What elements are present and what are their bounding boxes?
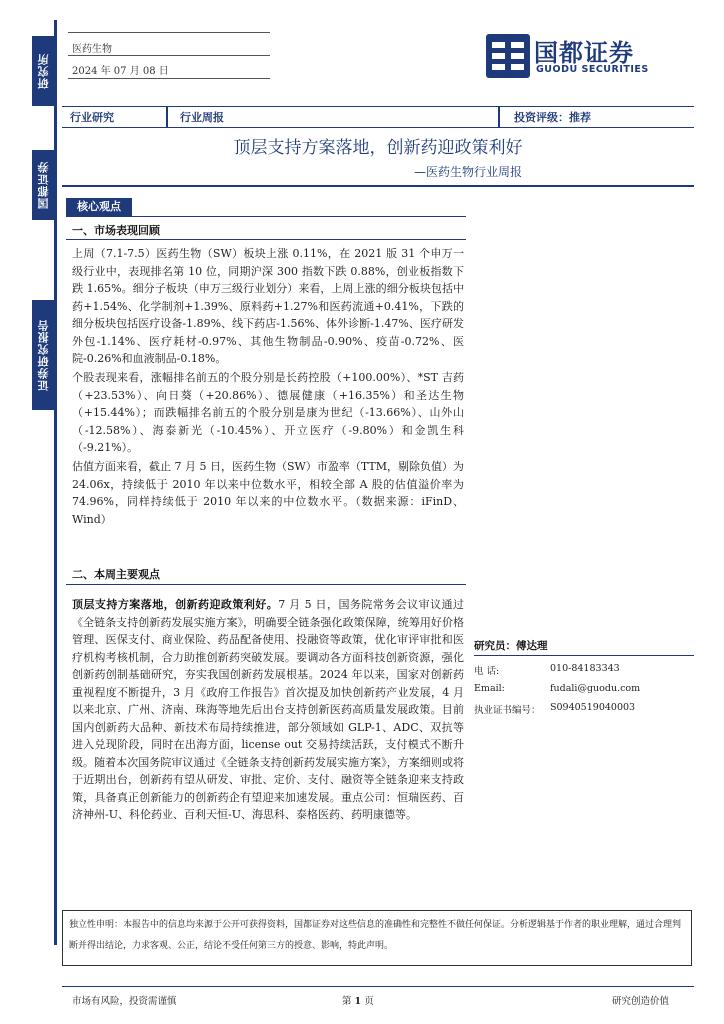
band-category: 行业研究 — [70, 111, 114, 124]
company-logo-icon — [486, 34, 530, 82]
independence-disclaimer: 独立性申明：本报告中的信息均来源于公开可获得资料，国都证券对这些信息的准确性和完整性不做任何保证。分析逻辑基于作者的职业理解，通过合理判断并得出结论，力求客观、公正，结论不受任何第三方的授意、影响，特此声明。 — [62, 910, 692, 966]
title-rule — [62, 185, 694, 187]
sidebar-institute-tag: 研究所 — [32, 36, 56, 106]
key-points-rule — [66, 216, 466, 217]
section1-paragraph-stocks: 个股表现来看，涨幅排名前五的个股分别是长药控股（+100.00%）、*ST 吉药（+23.53%）、向日葵（+20.86%）、德展健康（+16.35%）和圣达生物（+15.44%）；而跌幅排名前五的个股分别是康为世纪（-13.66%）、山外山（-12.58%）、海泰新光（-10.45%）、开立医疗（-9.80%）和金凯生科（-9.21%）。 — [72, 371, 464, 454]
analyst-license-label: 执业证书编号： — [474, 705, 541, 716]
section2-rule — [66, 584, 466, 585]
footer-page-value: 1 — [354, 996, 362, 1007]
band-report-kind: 行业周报 — [180, 111, 224, 124]
analyst-phone-row — [474, 663, 620, 677]
logo-name-en: GUODU SECURITIES — [536, 64, 649, 75]
header-date: 2024 年 07 月 08 日 — [72, 66, 169, 77]
analyst-name: 研究员：傅达理 — [474, 640, 548, 652]
footer-page-suffix: 页 — [364, 996, 374, 1007]
analyst-email[interactable]: fudali@guodu.com — [550, 683, 641, 694]
band-separator — [498, 107, 500, 127]
band-rating: 投资评级：推荐 — [514, 111, 591, 124]
report-title: 顶层支持方案落地，创新药迎政策利好 — [233, 138, 523, 158]
analyst-license-row — [474, 702, 636, 716]
section2-lead: 顶层支持方案落地，创新药迎政策利好。 — [72, 598, 279, 611]
footer-page-number — [342, 993, 374, 1007]
footer-page-prefix: 第 — [342, 996, 352, 1007]
logo-name-cn: 国都证券 — [534, 39, 634, 67]
section1-rule — [66, 239, 466, 240]
analyst-rule — [474, 655, 694, 656]
analyst-email-row — [474, 683, 641, 694]
header-rule-top — [68, 32, 270, 33]
analyst-license: S0940519040003 — [550, 702, 636, 713]
analyst-email-label: Email: — [474, 683, 505, 694]
header-rule-middle — [68, 55, 270, 56]
report-info-band — [62, 106, 694, 128]
footer-risk-note: 市场有风险，投资需谨慎 — [72, 996, 177, 1007]
analyst-phone: 010-84183343 — [550, 663, 620, 674]
header-rule-bottom — [68, 78, 270, 79]
sidebar-company-tag: 国都证券 — [32, 150, 56, 220]
report-subtitle: —医药生物行业周报 — [413, 165, 522, 179]
sidebar-report-type-tag: 证券研究报告 — [32, 300, 56, 410]
analyst-phone-label: 电 话: — [474, 666, 500, 677]
section1-paragraph-market: 上周（7.1-7.5）医药生物（SW）板块上涨 0.11%，在 2021 版 31 个申万一级行业中，表现排名第 10 位，同期沪深 300 指数下跌 0.88%，创业板指数下跌 1.65%。细分子板块（申万三级行业划分）来看，上周上涨的细分板块包括中药+1.54%、化学制剂+1.39%、原料药+1.27%和医药流通+0.41%，下跌的细分板块包括医疗设备-1.89%、线下药店-1.56%、体外诊断-1.47%、医疗研发外包-1.14%、医疗耗材-0.97%、其他生物制品-0.90%、疫苗-0.72%、医院-0.26%和血液制品-0.18%。 — [72, 247, 464, 365]
footer-slogan: 研究创造价值 — [612, 996, 670, 1007]
band-separator — [166, 107, 168, 127]
section2-body: 7 月 5 日，国务院常务会议审议通过《全链条支持创新药发展实施方案》，明确要全链条强化政策保障，统筹用好价格管理、医保支付、商业保险、药品配备使用、投融资等政策，优化审评审批和医疗机构考核机制，合力助推创新药突破发展。要调动各方面科技创新资源，强化创新药创制基础研究，夯实我国创新药发展根基。2024 年以来，国家对创新药重视程度不断提升，3 月《政府工作报告》首次提及加快创新药产业发展，4 月以来北京、广州、济南、珠海等地先后出台支持创新医药高质量发展政策。目前国内创新药大品种、新技术布局持续推进，部分领域如 GLP-1、ADC、双抗等进入兑现阶段，同时在出海方面，license out 交易持续活跃，支付模式不断升级。随着本次国务院审议通过《全链条支持创新药发展实施方案》，方案细则或将于近期出台，创新药有望从研发、审批、定价、支付、融资等全链条迎来支持政策，具备真正创新能力的创新药企有望迎来加速发展。重点公司：恒瑞医药、百济神州-U、科伦药业、百利天恒-U、海思科、泰格医药、药明康德等。 — [72, 598, 464, 821]
header-sector: 医药生物 — [72, 44, 112, 55]
section2-paragraph — [72, 596, 464, 824]
section1-paragraph-valuation: 估值方面来看，截止 7 月 5 日，医药生物（SW）市盈率（TTM，剔除负值）为 24.06x，持续低于 2010 年以来中位数水平，相较全部 A 股的估值溢价率为 74.96%，同样持续低于 2010 年以来的中位数水平。（数据来源：iFinD、Wind） — [72, 460, 464, 526]
footer-rule — [62, 986, 694, 987]
key-points-tag: 核心观点 — [66, 198, 132, 216]
section2-heading: 二、本周主要观点 — [72, 568, 160, 581]
section1-heading: 一、市场表现回顾 — [72, 224, 160, 237]
